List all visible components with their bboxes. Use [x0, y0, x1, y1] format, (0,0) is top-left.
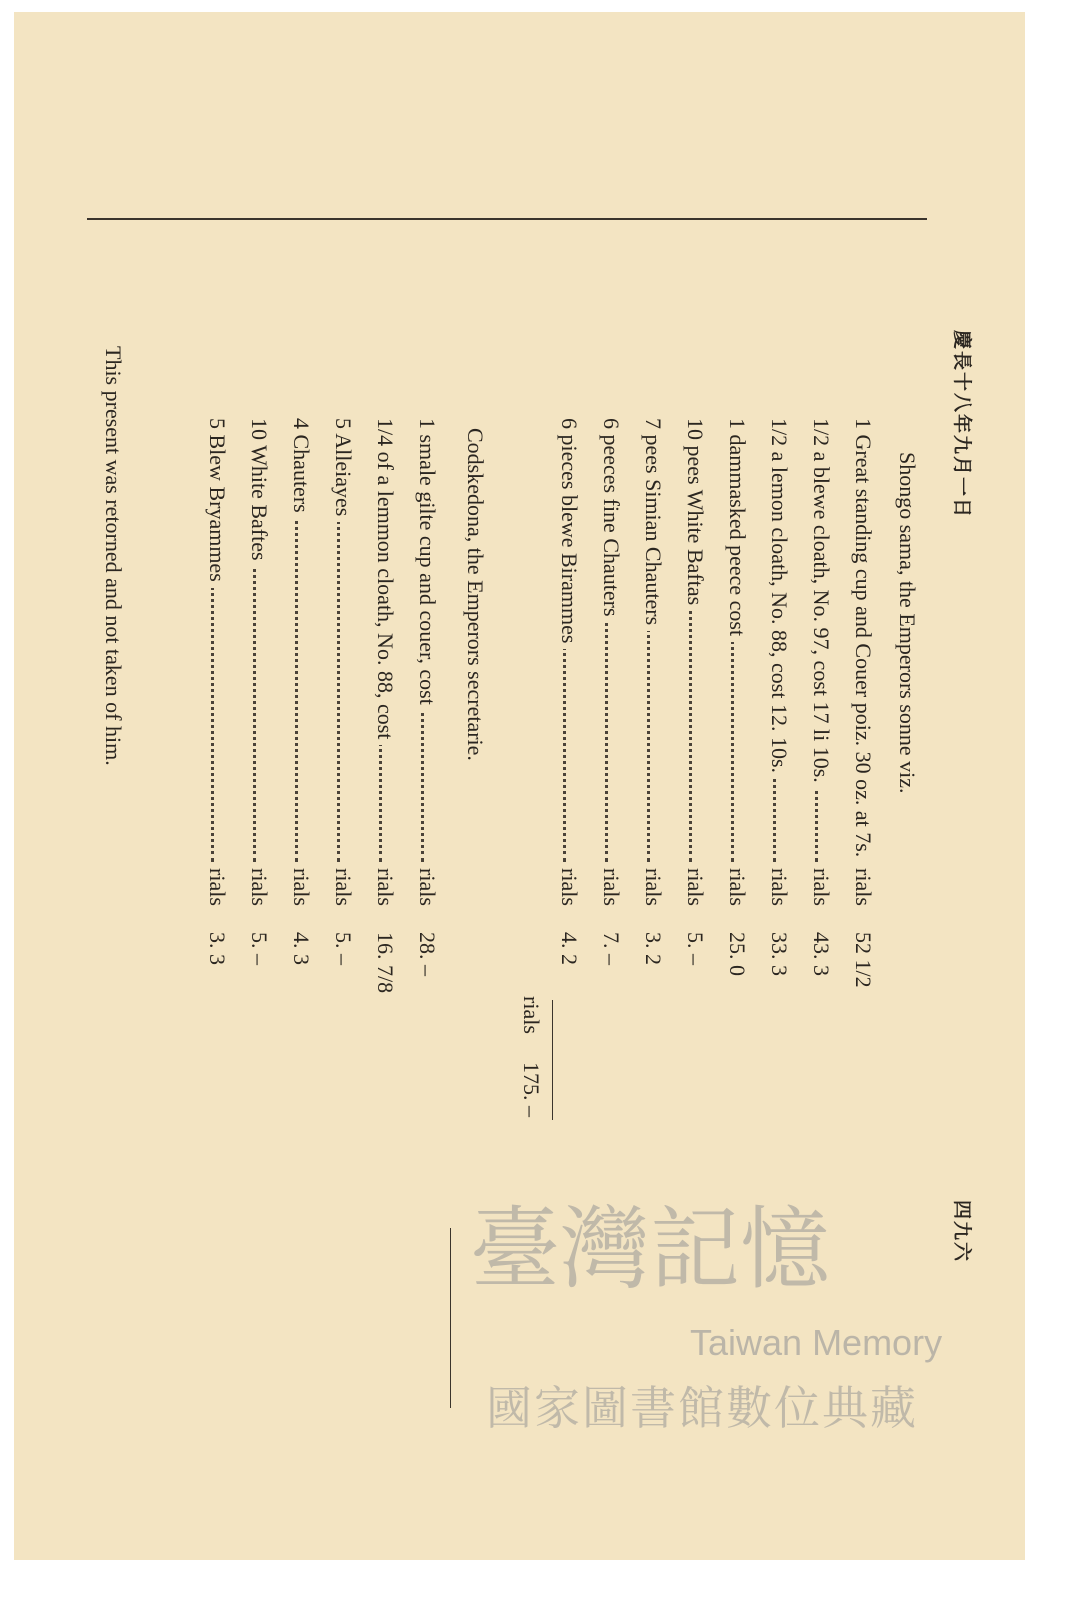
item-description: 1 smale gilte cup and couer, cost — [413, 418, 441, 711]
item-amount: 5. – — [331, 932, 356, 965]
list-item — [807, 418, 835, 976]
section2-end-rule — [450, 1228, 451, 1408]
item-unit: rials — [413, 862, 441, 906]
item-description: 10 pees White Baftas — [681, 418, 709, 611]
item-description: 5 Blew Bryammes — [203, 418, 231, 588]
item-amount: 25. 0 — [725, 932, 750, 976]
list-item — [203, 418, 231, 965]
item-amount: 33. 3 — [767, 932, 792, 976]
item-description: 10 White Baftes — [245, 418, 273, 567]
item-unit: rials — [681, 862, 709, 906]
page-number: 四九六 — [951, 1200, 973, 1264]
item-unit: rials — [639, 862, 667, 906]
item-description: 5 Alleiayes — [329, 418, 357, 522]
subtotal-rule — [552, 1000, 553, 1120]
item-description: 1/2 a lemon cloath, No. 88, cost 12. 10s. — [765, 418, 793, 779]
item-unit: rials — [807, 862, 835, 906]
section1-heading: Shongo sama, the Emperors sonne viz. — [895, 452, 920, 794]
item-unit: rials — [329, 862, 357, 906]
page-date: 慶長十八年九月一日 — [951, 330, 973, 520]
list-item — [723, 418, 751, 976]
item-description: 6 peeces fine Chauters — [597, 418, 625, 623]
section2-heading: Codskedona, the Emperors secretarie. — [463, 428, 488, 761]
total-amount: 175. – — [519, 1062, 544, 1117]
item-unit: rials — [765, 862, 793, 906]
item-description: 1 Great standing cup and Couer poiz. 30 oz. at 7s. — [849, 418, 877, 863]
item-amount: 3. 3 — [205, 932, 230, 965]
item-amount: 52 1/2 — [851, 932, 876, 988]
item-amount: 3. 2 — [641, 932, 666, 965]
list-item — [413, 418, 441, 976]
list-item — [639, 418, 667, 965]
list-item — [765, 418, 793, 976]
list-item — [555, 418, 583, 965]
watermark-chinese-title: 臺灣記憶 — [470, 1197, 830, 1302]
item-amount: 5. – — [683, 932, 708, 965]
list-item — [681, 418, 709, 965]
item-amount: 7. – — [599, 932, 624, 965]
list-item — [287, 418, 315, 965]
item-unit: rials — [203, 862, 231, 906]
item-amount: 4. 2 — [557, 932, 582, 965]
total-unit: rials — [519, 996, 544, 1034]
item-unit: rials — [287, 862, 315, 906]
item-unit: rials — [849, 862, 877, 906]
list-item — [245, 418, 273, 965]
list-item — [329, 418, 357, 965]
item-amount: 5. – — [247, 932, 272, 965]
watermark-subtitle: 國家圖書館數位典藏 — [486, 1381, 918, 1435]
item-description: 1/2 a blewe cloath, No. 97, cost 17 li 10s. — [807, 418, 835, 789]
item-unit: rials — [555, 862, 583, 906]
item-description: 1 dammasked peece cost — [723, 418, 751, 642]
item-description: 1/4 of a lemmon cloath, No. 88, cost — [371, 418, 399, 745]
item-unit: rials — [597, 862, 625, 906]
item-amount: 43. 3 — [809, 932, 834, 976]
watermark-english-title: Taiwan Memory — [690, 1322, 943, 1363]
list-item — [597, 418, 625, 965]
section1-total — [517, 996, 545, 1200]
footer-note: This present was retorned and not taken of him. — [101, 346, 126, 766]
item-amount: 28. – — [415, 932, 440, 976]
item-unit: rials — [245, 862, 273, 906]
item-unit: rials — [723, 862, 751, 906]
header-rule — [87, 218, 927, 220]
list-item — [371, 418, 399, 994]
item-unit: rials — [371, 862, 399, 906]
item-description: 7 pees Simian Chauters — [639, 418, 667, 631]
list-item — [849, 418, 877, 988]
item-amount: 4. 3 — [289, 932, 314, 965]
item-description: 4 Chauters — [287, 418, 315, 519]
item-description: 6 pieces blewe Birammes — [555, 418, 583, 649]
item-amount: 16. 7/8 — [373, 932, 398, 994]
